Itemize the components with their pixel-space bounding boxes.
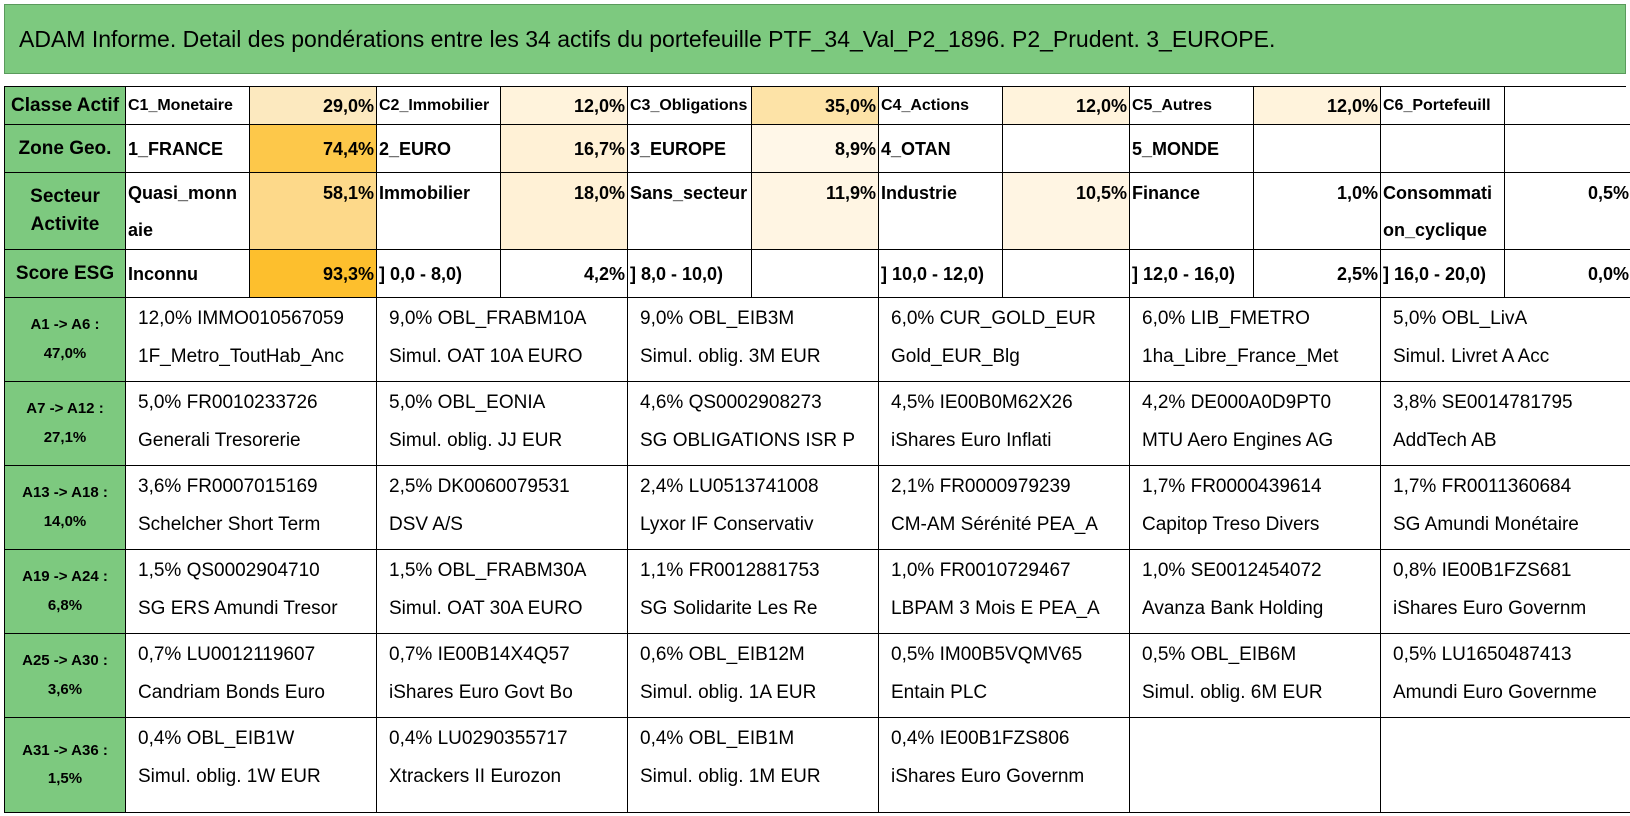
summary-label: ] 10,0 - 12,0) [881,264,985,284]
summary-label-cell [377,173,500,250]
summary-label-cell [126,125,249,173]
asset-name: Simul. oblig. 3M EUR [640,346,821,367]
asset-weight-code: 0,4% OBL_EIB1M [640,728,795,749]
summary-value-cell [1002,173,1130,250]
summary-value-cell [751,250,879,298]
summary-label-cell [377,87,500,125]
summary-label-line1: Finance [1132,183,1201,203]
group-range: A19 -> A24 : [22,568,108,585]
group-range: A31 -> A36 : [22,741,108,759]
asset-weight-code: 12,0% IMMO010567059 [138,308,344,329]
asset-cell [1381,382,1630,466]
asset-cell [377,466,628,550]
asset-cell [879,634,1130,718]
summary-value: 93,3% [322,264,374,284]
asset-cell [879,550,1130,634]
group-range: A25 -> A30 : [22,652,108,669]
summary-value-cell [249,87,377,125]
summary-value: 2,5% [1336,264,1378,284]
summary-value-cell [1002,87,1130,125]
asset-weight-code: 1,0% SE0012454072 [1142,560,1322,581]
summary-label: 3_EUROPE [630,139,727,159]
asset-name: Xtrackers II Eurozon [389,766,562,787]
summary-label-cell [879,173,1002,250]
summary-value: 29,0% [322,96,374,116]
summary-label: 2_EURO [379,139,452,159]
group-header [5,382,126,466]
asset-name: LBPAM 3 Mois E PEA_A [891,598,1100,619]
summary-value-cell [249,173,377,250]
asset-weight-code: 6,0% LIB_FMETRO [1142,308,1310,329]
asset-weight-code [1393,720,1630,758]
summary-value: 10,5% [1075,183,1127,203]
summary-label-line2: aie [128,220,154,240]
group-total: 6,8% [47,596,83,614]
asset-weight-code: 0,4% LU0290355717 [389,728,568,749]
summary-value-cell [500,173,628,250]
asset-weight-code: 9,0% OBL_EIB3M [640,308,795,329]
asset-cell [879,382,1130,466]
asset-weight-code: 2,4% LU0513741008 [640,476,819,497]
summary-value-cell [1504,173,1630,250]
asset-cell [1381,634,1630,718]
summary-value: 4,2% [583,264,625,284]
summary-value: 74,4% [322,139,374,159]
asset-name: 1F_Metro_ToutHab_Anc [138,346,344,367]
summary-label: ] 8,0 - 10,0) [630,264,724,284]
asset-weight-code: 5,0% FR0010233726 [138,392,318,413]
summary-label-cell [126,87,249,125]
asset-cell [1130,718,1381,813]
asset-weight-code: 0,5% LU1650487413 [1393,644,1572,665]
asset-cell [879,718,1130,813]
summary-value-cell [1253,250,1381,298]
asset-weight-code: 2,5% DK0060079531 [389,476,570,497]
summary-value: 12,0% [1326,96,1378,116]
summary-label-cell [628,250,751,298]
asset-weight-code: 0,7% IE00B14X4Q57 [389,644,570,665]
asset-weight-code: 5,0% OBL_LivA [1393,308,1528,329]
summary-label: Inconnu [128,264,198,284]
asset-name: Gold_EUR_Blg [891,346,1020,367]
group-header [5,634,126,718]
summary-value: 11,9% [825,183,876,203]
summary-label-cell [879,87,1002,125]
asset-weight-code: 0,4% IE00B1FZS806 [891,728,1070,749]
summary-value-cell [249,250,377,298]
group-total: 14,0% [43,512,87,530]
summary-label-line1: Quasi_monn [128,183,238,203]
group-range: A13 -> A18 : [22,484,108,501]
summary-value-cell [249,125,377,173]
asset-name: SG OBLIGATIONS ISR P [640,430,856,451]
report-title: ADAM Informe. Detail des pondérations entre les 34 actifs du portefeuille PTF_34_Val_P2_1896. P2_Prudent. 3_EUROPE. [4,4,1626,74]
summary-label: 1_FRANCE [128,139,224,159]
group-total: 47,0% [43,344,87,362]
summary-label-cell [879,250,1002,298]
asset-weight-code: 0,7% LU0012119607 [138,644,316,665]
summary-label: ] 0,0 - 8,0) [379,264,463,284]
asset-cell [126,298,377,382]
asset-name [1393,758,1630,796]
summary-label-line1: Sans_secteur [630,183,748,203]
group-header [5,298,126,382]
asset-name: Candriam Bonds Euro [138,682,325,703]
summary-header-secteur [5,173,126,250]
summary-value-cell [751,173,879,250]
summary-label: ] 12,0 - 16,0) [1132,264,1236,284]
asset-cell [628,466,879,550]
asset-cell [377,634,628,718]
asset-cell [628,634,879,718]
summary-header-line2: Activite [30,214,100,235]
asset-cell [377,550,628,634]
summary-label: C2_Immobilier [379,97,490,114]
summary-label-line1: Consommati [1383,183,1493,203]
asset-cell [879,466,1130,550]
asset-name: SG Amundi Monétaire [1393,514,1579,535]
asset-name: Simul. OAT 10A EURO [389,346,583,367]
summary-value: 0,5% [1587,183,1629,203]
summary-label-line2: on_cyclique [1383,220,1488,240]
group-range: A1 -> A6 : [30,316,100,333]
summary-label-cell [1130,173,1253,250]
asset-weight-code: 3,6% FR0007015169 [138,476,318,497]
asset-cell [377,718,628,813]
asset-name: Capitop Treso Divers [1142,514,1320,535]
asset-name: Schelcher Short Term [138,514,321,535]
asset-weight-code: 4,2% DE000A0D9PT0 [1142,392,1332,413]
asset-cell [377,382,628,466]
summary-value: 1,0% [1336,183,1378,203]
asset-weight-code: 1,5% QS0002904710 [138,560,320,581]
summary-header-score_esg [5,250,126,298]
summary-value: 8,9% [834,139,876,159]
asset-weight-code: 9,0% OBL_FRABM10A [389,308,587,329]
asset-name: iShares Euro Governm [1393,598,1587,619]
summary-label-cell [126,250,249,298]
group-total: 1,5% [47,770,83,787]
summary-label-cell [1381,87,1504,125]
asset-weight-code: 1,7% FR0011360684 [1393,476,1572,497]
summary-header-zone_geo [5,125,126,173]
asset-weight-code: 5,0% OBL_EONIA [389,392,546,413]
summary-label-line1: Industrie [881,183,958,203]
asset-cell [628,298,879,382]
group-header [5,466,126,550]
asset-name: Simul. Livret A Acc [1393,346,1550,367]
summary-value-cell [751,87,879,125]
asset-weight-code: 0,5% IM00B5VQMV65 [891,644,1083,665]
asset-weight-code: 0,5% OBL_EIB6M [1142,644,1297,665]
summary-value: 16,7% [573,139,625,159]
group-header [5,550,126,634]
asset-cell [1130,466,1381,550]
asset-name: 1ha_Libre_France_Met [1142,346,1339,367]
asset-name: AddTech AB [1393,430,1497,451]
summary-value-cell [500,87,628,125]
summary-label: C5_Autres [1132,97,1213,114]
summary-label: C4_Actions [881,97,970,114]
summary-label: 5_MONDE [1132,139,1220,159]
summary-value: 12,0% [573,96,625,116]
asset-name: MTU Aero Engines AG [1142,430,1334,451]
asset-cell [1381,550,1630,634]
summary-label-cell [1381,250,1504,298]
asset-name: Simul. oblig. 6M EUR [1142,682,1323,703]
summary-label-cell [628,125,751,173]
summary-value-cell [1504,250,1630,298]
asset-weight-code: 1,7% FR0000439614 [1142,476,1322,497]
asset-name: CM-AM Sérénité PEA_A [891,514,1098,535]
asset-name: iShares Euro Inflati [891,430,1052,451]
asset-name: Generali Tresorerie [138,430,301,451]
asset-cell [377,298,628,382]
summary-value-cell [1253,125,1381,173]
summary-label-line1: Immobilier [379,183,471,203]
summary-value-cell [1504,87,1630,125]
asset-cell [1381,718,1630,813]
asset-weight-code: 3,8% SE0014781795 [1393,392,1573,413]
summary-label-cell [628,173,751,250]
summary-value: 0,0% [1587,264,1629,284]
group-total: 27,1% [43,428,87,446]
summary-label-cell [377,125,500,173]
summary-label: 4_OTAN [881,139,951,159]
asset-name [1142,758,1380,796]
summary-value-cell [500,125,628,173]
summary-header-text: Zone Geo. [18,137,112,159]
summary-label-cell [126,173,249,250]
summary-label-cell [1381,125,1504,173]
asset-name: Simul. oblig. 1A EUR [640,682,817,703]
asset-weight-code [1142,720,1380,758]
summary-header-text: Classe Actif [10,94,120,116]
asset-weight-code: 4,6% QS0002908273 [640,392,822,413]
asset-cell [126,634,377,718]
summary-value: 58,1% [322,183,374,203]
summary-label-cell [377,250,500,298]
group-header [5,718,126,813]
asset-cell [1381,298,1630,382]
asset-name: Simul. OAT 30A EURO [389,598,583,619]
summary-label-cell [1130,125,1253,173]
asset-cell [126,466,377,550]
summary-value-cell [1002,125,1130,173]
asset-weight-code: 0,6% OBL_EIB12M [640,644,805,665]
asset-cell [126,718,377,813]
asset-name: Avanza Bank Holding [1142,598,1324,619]
asset-weight-code: 6,0% CUR_GOLD_EUR [891,308,1096,329]
summary-label: C1_Monetaire [128,97,233,114]
asset-cell [1381,466,1630,550]
summary-label-cell [628,87,751,125]
summary-label: C3_Obligations [630,97,748,114]
asset-weight-code: 0,4% OBL_EIB1W [138,728,295,749]
asset-name: SG ERS Amundi Tresor [138,598,338,619]
asset-weight-code: 0,8% IE00B1FZS681 [1393,560,1572,581]
asset-weight-code: 4,5% IE00B0M62X26 [891,392,1073,413]
asset-cell [628,382,879,466]
summary-header-text: Score ESG [15,262,115,284]
asset-weight-code: 2,1% FR0000979239 [891,476,1071,497]
asset-cell [1130,550,1381,634]
summary-label: ] 16,0 - 20,0) [1383,264,1487,284]
summary-label: C6_Portefeuill [1383,97,1491,114]
summary-value: 18,0% [573,183,625,203]
asset-name: Entain PLC [891,682,988,703]
summary-value-cell [500,250,628,298]
asset-weight-code: 1,1% FR0012881753 [640,560,820,581]
summary-value-cell [1253,87,1381,125]
summary-label-cell [1130,87,1253,125]
group-range: A7 -> A12 : [26,400,104,417]
asset-name: iShares Euro Governm [891,766,1085,787]
summary-value: 12,0% [1075,96,1127,116]
asset-name: DSV A/S [389,514,463,535]
asset-cell [1130,298,1381,382]
asset-cell [879,298,1130,382]
summary-label-cell [1130,250,1253,298]
asset-name: iShares Euro Govt Bo [389,682,573,703]
asset-weight-code: 1,0% FR0010729467 [891,560,1071,581]
asset-cell [1130,634,1381,718]
summary-label-cell [879,125,1002,173]
asset-name: Simul. oblig. JJ EUR [389,430,563,451]
summary-value-cell [1253,173,1381,250]
group-total: 3,6% [47,680,83,698]
summary-value-cell [1002,250,1130,298]
summary-value: 35,0% [824,96,876,116]
asset-name: SG Solidarite Les Re [640,598,818,619]
asset-cell [1130,382,1381,466]
asset-cell [126,550,377,634]
asset-name: Lyxor IF Conservativ [640,514,814,535]
asset-name: Simul. oblig. 1W EUR [138,766,321,787]
asset-weight-code: 1,5% OBL_FRABM30A [389,560,587,581]
summary-label-cell [1381,173,1504,250]
asset-name: Amundi Euro Governme [1393,682,1597,703]
summary-header-line1: Secteur [30,186,100,208]
asset-cell [126,382,377,466]
asset-cell [628,718,879,813]
asset-cell [628,550,879,634]
summary-value-cell [751,125,879,173]
summary-header-classe_actif [5,87,126,125]
asset-name: Simul. oblig. 1M EUR [640,766,821,787]
summary-value-cell [1504,125,1630,173]
